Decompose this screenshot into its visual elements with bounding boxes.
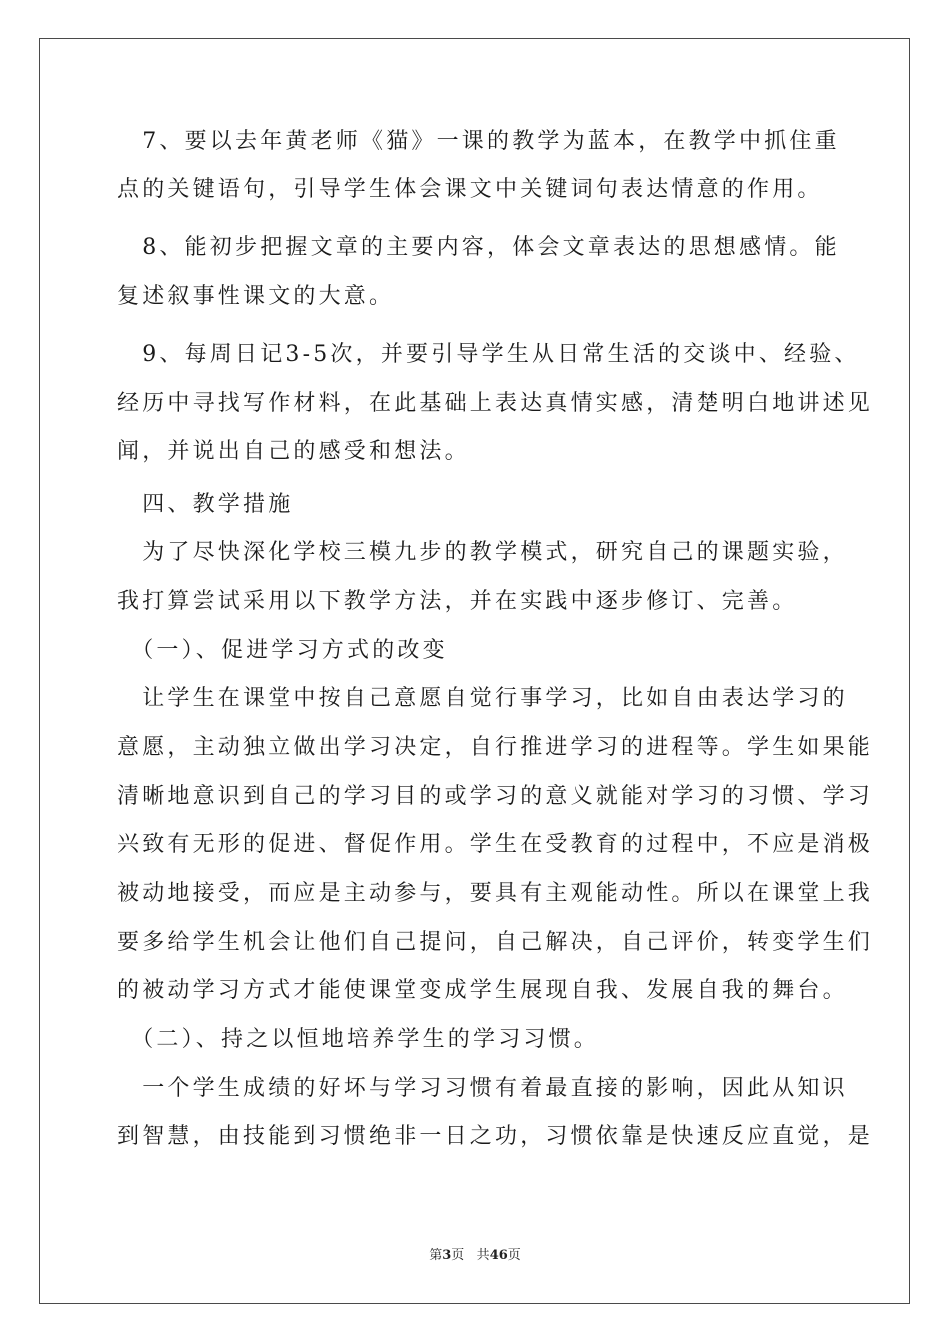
paragraph-line: 闻，并说出自己的感受和想法。 (117, 439, 470, 464)
total-suffix: 页 (507, 1248, 521, 1263)
paragraph-line: 为了尽快深化学校三模九步的教学模式，研究自己的课题实验， (117, 540, 848, 565)
paragraph-line: 要多给学生机会让他们自己提问，自己解决，自己评价，转变学生们 (117, 930, 874, 955)
paragraph-line: 我打算尝试采用以下教学方法，并在实践中逐步修订、完善。 (117, 589, 798, 614)
paragraph-line: 让学生在课堂中按自己意愿自觉行事学习，比如自由表达学习的 (117, 686, 848, 711)
page-border (39, 38, 910, 1304)
paragraph-line: 7、要以去年黄老师《猫》一课的教学为蓝本，在教学中抓住重 (117, 129, 840, 154)
section-heading: 四、教学措施 (117, 492, 294, 517)
page-prefix: 第 (429, 1248, 443, 1263)
page-suffix: 页 (451, 1248, 465, 1263)
paragraph-line: 兴致有无形的促进、督促作用。学生在受教育的过程中，不应是消极 (117, 832, 874, 857)
page-number: 3 (442, 1248, 452, 1263)
subsection-heading: （一）、促进学习方式的改变 (117, 638, 448, 663)
total-prefix: 共 (476, 1248, 490, 1263)
paragraph-line: 点的关键语句，引导学生体会课文中关键词句表达情意的作用。 (117, 177, 823, 202)
page-footer (0, 1244, 950, 1263)
paragraph-line: 被动地接受，而应是主动参与，要具有主观能动性。所以在课堂上我 (117, 881, 874, 906)
total-pages: 46 (489, 1248, 508, 1263)
subsection-heading: （二）、持之以恒地培养学生的学习习惯。 (117, 1027, 600, 1052)
paragraph-line: 8、能初步把握文章的主要内容，体会文章表达的思想感情。能 (117, 235, 840, 260)
paragraph-line: 经历中寻找写作材料，在此基础上表达真情实感，清楚明白地讲述见 (117, 391, 874, 416)
paragraph-line: 到智慧，由技能到习惯绝非一日之功，习惯依靠是快速反应直觉，是 (117, 1124, 874, 1149)
paragraph-line: 的被动学习方式才能使课堂变成学生展现自我、发展自我的舞台。 (117, 978, 848, 1003)
paragraph-line: 9、每周日记3-5次，并要引导学生从日常生活的交谈中、经验、 (117, 342, 860, 367)
paragraph-line: 复述叙事性课文的大意。 (117, 284, 395, 309)
paragraph-line: 一个学生成绩的好坏与学习习惯有着最直接的影响，因此从知识 (117, 1076, 848, 1101)
paragraph-line: 清晰地意识到自己的学习目的或学习的意义就能对学习的习惯、学习 (117, 784, 874, 809)
paragraph-line: 意愿，主动独立做出学习决定，自行推进学习的进程等。学生如果能 (117, 735, 874, 760)
